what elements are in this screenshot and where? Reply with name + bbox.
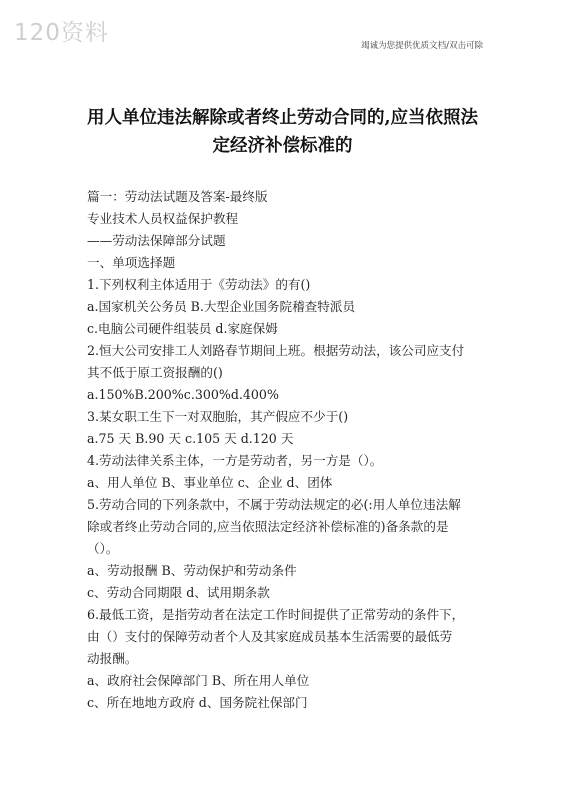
question-2-line-2: 其不低于原工资报酬的(): [87, 365, 223, 380]
question-5-options-b: c、劳动合同期限 d、试用期条款: [87, 585, 270, 600]
question-4: 4.劳动法律关系主体，一方是劳动者，另一方是（）。: [87, 453, 383, 468]
title-line: 用人单位违法解除或者终止劳动合同的,应当依照法: [86, 108, 479, 128]
question-5-options-a: a、劳动报酬 B、劳动保护和劳动条件: [87, 563, 297, 578]
header-note: 竭诚为您提供优质文档/双击可除: [361, 41, 483, 51]
question-5-line-2: 除或者终止劳动合同的,应当依照法定经济补偿标准的)备条款的是: [87, 519, 449, 534]
title-line: 定经济补偿标准的: [212, 136, 353, 156]
course-title: 专业技术人员权益保护教程: [87, 211, 239, 226]
watermark-logo: 120资料: [14, 20, 109, 46]
question-type-heading: 一、单项选择题: [87, 255, 176, 270]
question-2-line-1: 2.恒大公司安排工人刘路春节期间上班。根据劳动法，该公司应支付: [87, 343, 465, 358]
course-subtitle: ——劳动法保障部分试题: [87, 233, 226, 248]
question-1-options-a: a.国家机关公务员 B.大型企业国务院稽查特派员: [87, 299, 356, 314]
question-5-line-3: （）。: [87, 541, 119, 556]
document-title: [60, 104, 505, 160]
question-3: 3.某女职工生下一对双胞胎，其产假应不少于(): [87, 409, 349, 424]
document-body: [87, 186, 497, 714]
question-6-options-b: c、所在地地方政府 d、国务院社保部门: [87, 695, 308, 710]
question-4-options: a、用人单位 B、事业单位 c、企业 d、团体: [87, 475, 333, 490]
question-5-line-1: 5.劳动合同的下列条款中，不属于劳动法规定的必(:用人单位违法解: [87, 497, 461, 512]
question-1-options-b: c.电脑公司硬件组装员 d.家庭保姆: [87, 321, 278, 336]
question-3-options: a.75 天 B.90 天 c.105 天 d.120 天: [87, 431, 294, 446]
question-6-line-3: 动报酬。: [87, 651, 138, 666]
question-1: 1.下列权利主体适用于《劳动法》的有(): [87, 277, 311, 292]
question-2-options: a.150%B.200%c.300%d.400%: [87, 387, 279, 402]
question-6-line-2: 由（）支付的保障劳动者个人及其家庭成员基本生活需要的最低劳: [87, 629, 453, 644]
question-6-line-1: 6.最低工资，是指劳动者在法定工作时间提供了正常劳动的条件下，: [87, 607, 465, 622]
section-heading: 篇一：劳动法试题及答案-最终版: [87, 189, 268, 204]
question-6-options-a: a、政府社会保障部门 B、所在用人单位: [87, 673, 310, 688]
